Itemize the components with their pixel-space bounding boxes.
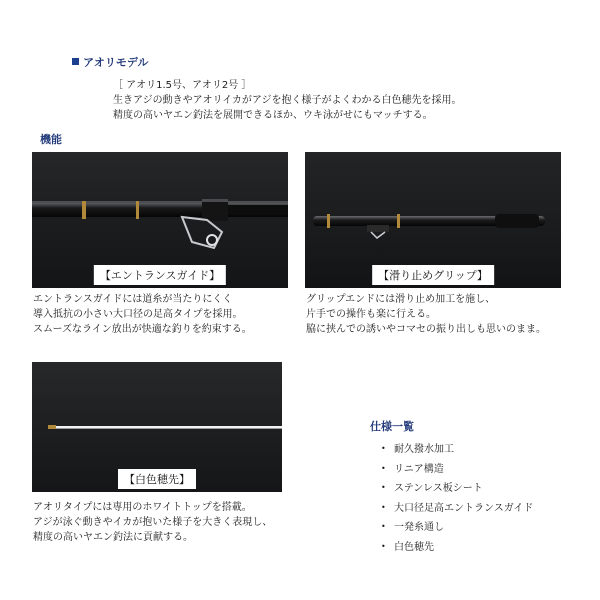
description-line: 脇に挟んでの誘いやコマセの振り出しも思いのまま。 — [306, 324, 546, 335]
model-title: アオリモデル — [83, 56, 149, 69]
description-line: アオリタイプには専用のホワイトトップを搭載。 — [33, 502, 252, 513]
spec-item: • ステンレス板シート — [381, 479, 533, 499]
white-tip-caption: 【白色穂先】 — [118, 469, 196, 489]
entrance-guide-description — [33, 292, 252, 337]
spec-item: • 耐久撥水加工 — [381, 440, 533, 460]
grip-description — [306, 292, 546, 337]
entrance-guide-photo — [32, 152, 288, 288]
description-line: グリップエンドには滑り止め加工を施し、 — [306, 294, 496, 305]
description-line: 片手での操作も楽に行える。 — [306, 309, 436, 320]
grip-caption: 【滑り止めグリップ】 — [372, 265, 494, 285]
grip-photo — [305, 152, 561, 288]
spec-item: • 大口径足高エントランスガイド — [381, 499, 533, 519]
model-variants: ［ アオリ1.5号、アオリ2号 ］ — [113, 80, 252, 91]
model-description — [113, 78, 462, 123]
white-tip-description — [33, 500, 272, 545]
spec-item: • リニア構造 — [381, 460, 533, 480]
features-heading: 機能 — [40, 133, 62, 146]
spec-item: • 一発糸通し — [381, 518, 533, 538]
entrance-guide-caption: 【エントランスガイド】 — [94, 265, 226, 285]
square-bullet-icon — [72, 58, 79, 65]
description-line: 導入抵抗の小さい大口径の足高タイプを採用。 — [33, 309, 243, 320]
description-line: アジが泳ぐ動きやイカが抱いた様子を大きく表現し、 — [33, 517, 273, 528]
model-line: 精度の高いヤエン釣法を展開できるほか、ウキ泳がせにもマッチする。 — [113, 110, 433, 121]
description-line: 精度の高いヤエン釣法に貢献する。 — [33, 532, 193, 543]
spec-item: • 白色穂先 — [381, 538, 533, 558]
model-line: 生きアジの動きやアオリイカがアジを抱く様子がよくわかる白色穂先を採用。 — [113, 95, 462, 106]
description-line: スムーズなライン放出が快適な釣りを約束する。 — [33, 324, 252, 335]
specs-list — [381, 440, 533, 557]
white-tip-photo — [32, 362, 282, 492]
description-line: エントランスガイドには道糸が当たりにくく — [33, 294, 233, 305]
model-section-title — [72, 54, 148, 70]
specs-heading: 仕様一覧 — [370, 420, 414, 433]
